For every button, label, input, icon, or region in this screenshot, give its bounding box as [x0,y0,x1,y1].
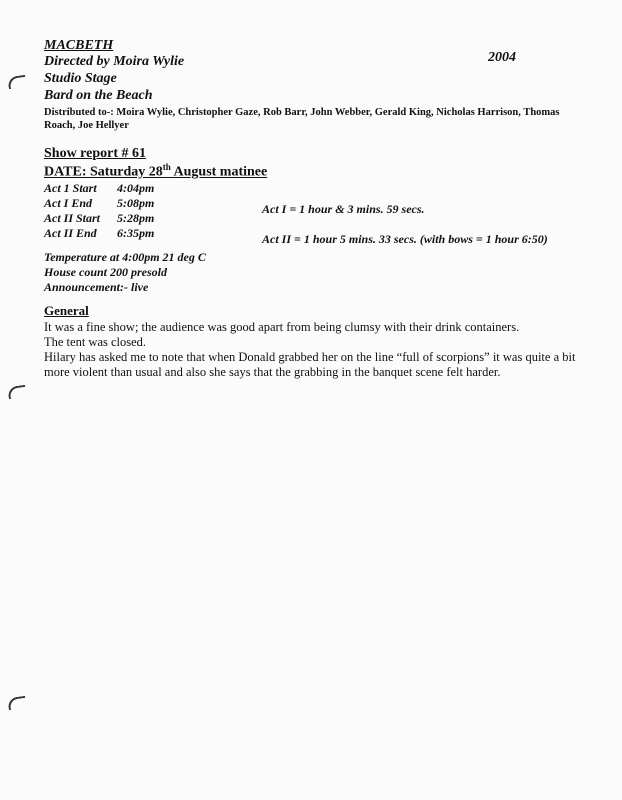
punch-hole-mark [7,75,26,89]
time-label: Act I End [44,196,93,210]
general-heading: General [44,303,89,318]
year: 2004 [488,50,516,65]
punch-hole-mark [7,696,26,710]
act1-duration: Act I = 1 hour & 3 mins. 59 secs. [262,202,425,216]
time-label: Act II Start [44,211,101,225]
company-line: Bard on the Beach [44,88,153,103]
temperature-line: Temperature at 4:00pm 21 deg C [44,250,206,264]
time-value: 6:35pm [117,226,155,240]
act2-duration: Act II = 1 hour 5 mins. 33 secs. (with bows = 1 hour 6:50) [262,232,548,246]
time-value: 4:04pm [117,181,155,195]
house-count-line: House count 200 presold [44,265,168,279]
general-paragraph-line: Hilary has asked me to note that when Donald grabbed her on the line “full of scorpions” it was quite a bit [44,350,576,364]
distribution-line-1: Distributed to-: Moira Wylie, Christopher Gaze, Rob Barr, John Webber, Gerald King, Nicholas Harrison, Thomas [44,107,560,118]
show-report-number: Show report # 61 [44,146,147,161]
report-date: DATE: Saturday 28th August matinee [44,162,268,180]
punch-hole-mark [7,385,26,399]
venue-line: Studio Stage [44,71,117,86]
general-paragraph-line: It was a fine show; the audience was good apart from being clumsy with their drink containers. [44,320,520,334]
general-paragraph-line: The tent was closed. [44,335,147,349]
director-line: Directed by Moira Wylie [44,54,185,69]
announcement-line: Announcement:- live [44,280,149,294]
play-title: MACBETH [44,38,114,53]
time-label: Act 1 Start [44,181,97,195]
time-label: Act II End [44,226,97,240]
distribution-line-2: Roach, Joe Hellyer [44,120,129,131]
general-paragraph-line: more violent than usual and also she says that the grabbing in the banquet scene felt harder. [44,365,501,379]
time-value: 5:08pm [117,196,155,210]
time-value: 5:28pm [117,211,155,225]
